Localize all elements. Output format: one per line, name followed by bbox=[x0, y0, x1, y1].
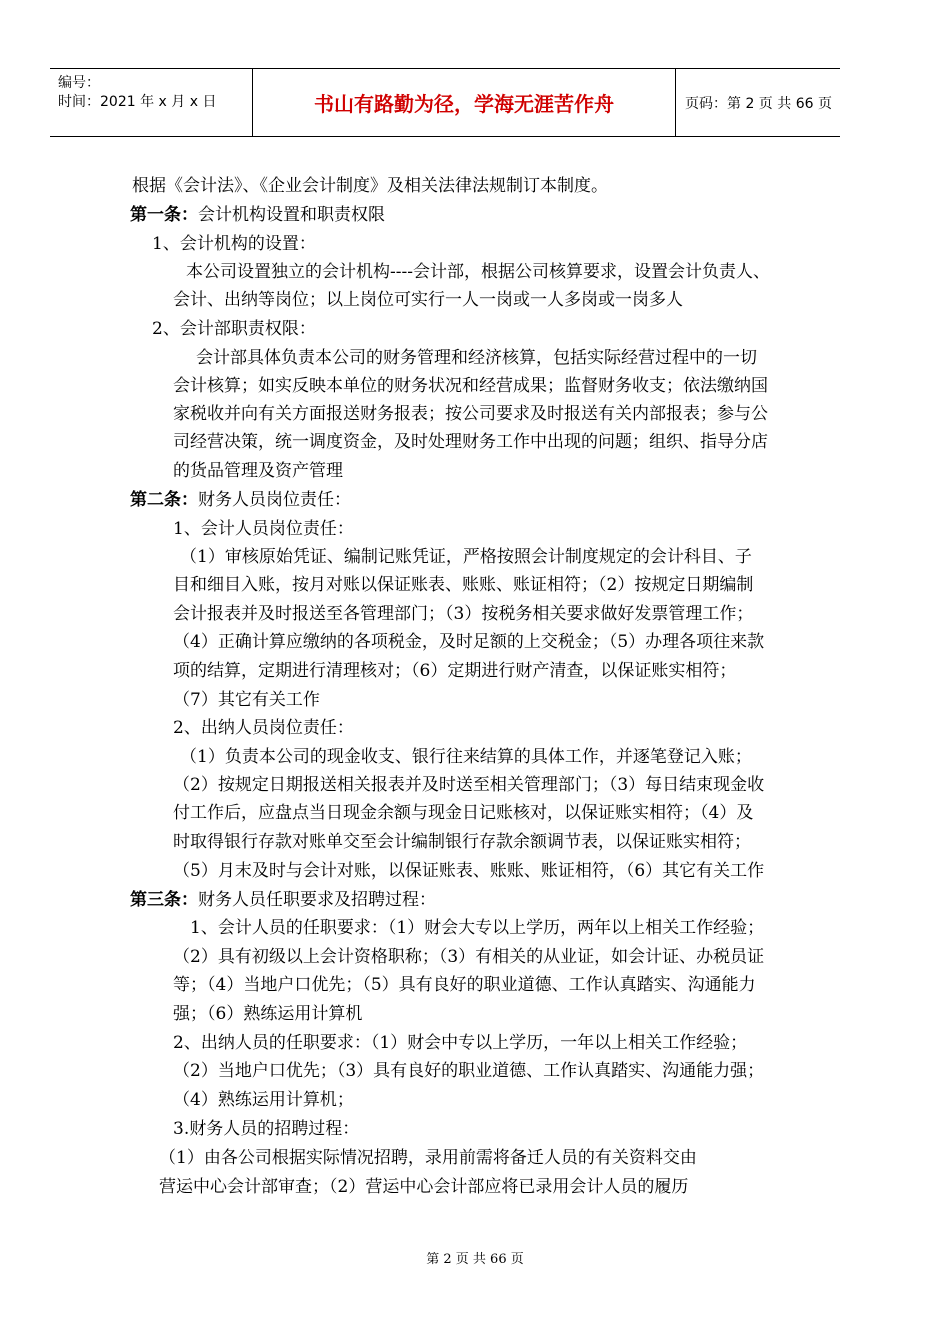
body-line: 1、会计人员的任职要求：（1）财会大专以上学历，两年以上相关工作经验； bbox=[190, 918, 765, 938]
body-line: 的货品管理及资产管理 bbox=[173, 461, 343, 481]
body-line: （1）审核原始凭证、编制记账凭证，严格按照会计制度规定的会计科目、子 bbox=[180, 547, 752, 567]
body-line: 2、出纳人员岗位责任： bbox=[173, 718, 354, 738]
motto-text: 书山有路勤为径，学海无涯苦作舟 bbox=[314, 92, 614, 116]
article-3-heading bbox=[130, 890, 436, 910]
body-line: 等；（4）当地户口优先；（5）具有良好的职业道德、工作认真踏实、沟通能力 bbox=[173, 975, 756, 995]
article-1-label: 第一条： bbox=[130, 205, 198, 225]
body-line: 会计、出纳等岗位；以上岗位可实行一人一岗或一人多岗或一岗多人 bbox=[173, 290, 683, 310]
header-page-cell bbox=[676, 69, 840, 136]
body-line: （5）月末及时与会计对账，以保证账表、账账、账证相符，（6）其它有关工作 bbox=[173, 861, 765, 881]
body-line: 时取得银行存款对账单交至会计编制银行存款余额调节表，以保证账实相符； bbox=[173, 832, 751, 852]
body-line: （1）负责本公司的现金收支、银行往来结算的具体工作，并逐笔登记入账； bbox=[180, 747, 752, 767]
body-line: 1、会计人员岗位责任： bbox=[173, 519, 354, 539]
body-line: 营运中心会计部审查；（2）营运中心会计部应将已录用会计人员的履历 bbox=[159, 1177, 689, 1197]
body-line: 目和细目入账，按月对账以保证账表、账账、账证相符；（2）按规定日期编制 bbox=[173, 575, 754, 595]
body-line: （4）正确计算应缴纳的各项税金，及时足额的上交税金；（5）办理各项往来款 bbox=[173, 632, 765, 652]
article-2-heading bbox=[130, 490, 351, 510]
header-info-cell bbox=[50, 69, 253, 136]
body-line: 会计报表并及时报送至各管理部门；（3）按税务相关要求做好发票管理工作； bbox=[173, 604, 754, 624]
body-line: （1）由各公司根据实际情况招聘，录用前需将备迁人员的有关资料交由 bbox=[159, 1148, 697, 1168]
article-3-label: 第三条： bbox=[130, 890, 198, 910]
article-1-title: 会计机构设置和职责权限 bbox=[198, 205, 385, 225]
article-2-title: 财务人员岗位责任： bbox=[198, 490, 351, 510]
article-3-title: 财务人员任职要求及招聘过程： bbox=[198, 890, 436, 910]
time-label: 时间：2021 年 x 月 x 日 bbox=[58, 94, 217, 110]
body-line: 付工作后，应盘点当日现金余额与现金日记账核对，以保证账实相符；（4）及 bbox=[173, 803, 754, 823]
article-2-label: 第二条： bbox=[130, 490, 198, 510]
body-line: 司经营决策，统一调度资金，及时处理财务工作中出现的问题；组织、指导分店 bbox=[173, 432, 768, 452]
header-motto-cell bbox=[253, 69, 676, 136]
page-footer: 第 2 页 共 66 页 bbox=[426, 1252, 524, 1267]
article-1-heading bbox=[130, 205, 385, 225]
body-line: （2）具有初级以上会计资格职称；（3）有相关的从业证，如会计证、办税员证 bbox=[173, 947, 765, 967]
number-label: 编号： bbox=[58, 75, 100, 91]
body-line: 1、会计机构的设置： bbox=[152, 234, 316, 254]
body-line: 会计部具体负责本公司的财务管理和经济核算，包括实际经营过程中的一切 bbox=[196, 348, 757, 368]
document-header bbox=[50, 68, 840, 137]
body-line: 本公司设置独立的会计机构----会计部，根据公司核算要求，设置会计负责人、 bbox=[186, 262, 770, 282]
body-line: 项的结算，定期进行清理核对；（6）定期进行财产清查，以保证账实相符； bbox=[173, 661, 737, 681]
body-line: （4）熟练运用计算机； bbox=[173, 1090, 354, 1110]
body-line: （7）其它有关工作 bbox=[173, 690, 320, 710]
page-number-label: 页码：第 2 页 共 66 页 bbox=[685, 95, 832, 112]
body-line: 会计核算；如实反映本单位的财务状况和经营成果；监督财务收支；依法缴纳国 bbox=[173, 376, 768, 396]
body-line: （2）按规定日期报送相关报表并及时送至相关管理部门；（3）每日结束现金收 bbox=[173, 775, 765, 795]
body-line: （2）当地户口优先；（3）具有良好的职业道德、工作认真踏实、沟通能力强； bbox=[173, 1061, 765, 1081]
body-line: 家税收并向有关方面报送财务报表；按公司要求及时报送有关内部报表；参与公 bbox=[173, 404, 768, 424]
body-line: 2、会计部职责权限： bbox=[152, 319, 316, 339]
body-line: 3.财务人员的招聘过程： bbox=[173, 1119, 360, 1139]
body-line: 强；（6）熟练运用计算机 bbox=[173, 1004, 363, 1024]
body-line: 2、出纳人员的任职要求：（1）财会中专以上学历，一年以上相关工作经验； bbox=[173, 1033, 748, 1053]
intro-line: 根据《会计法》、《企业会计制度》及相关法律法规制订本制度。 bbox=[132, 176, 608, 196]
